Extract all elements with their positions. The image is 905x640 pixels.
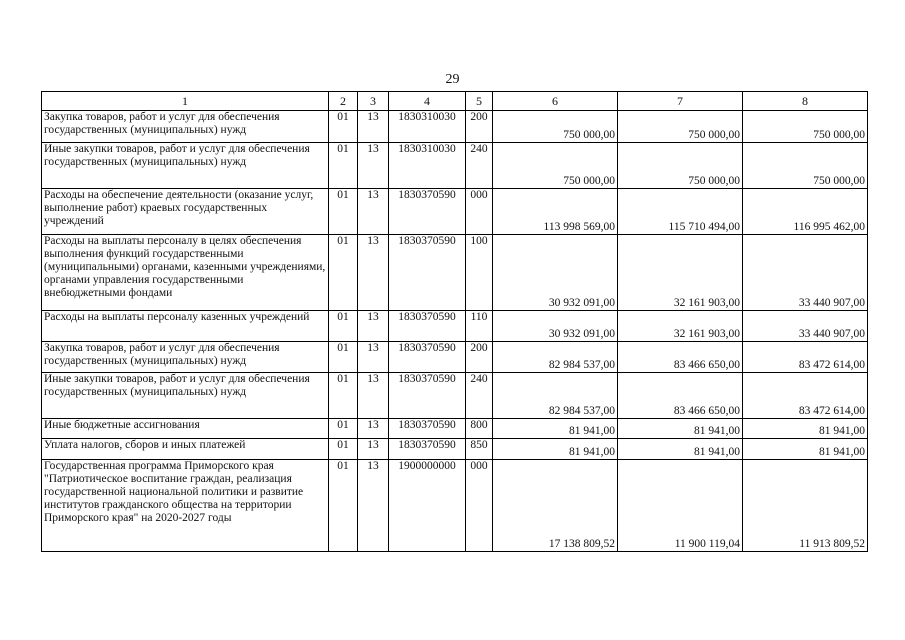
column-header: 2 bbox=[329, 92, 358, 111]
row-expense-code: 850 bbox=[466, 439, 493, 460]
column-header: 4 bbox=[389, 92, 466, 111]
row-subsection-code: 13 bbox=[358, 143, 389, 189]
row-expense-code: 200 bbox=[466, 342, 493, 373]
row-subsection-code: 13 bbox=[358, 342, 389, 373]
row-target-code: 1830370590 bbox=[389, 373, 466, 419]
row-section-code: 01 bbox=[329, 311, 358, 342]
row-name: Иные закупки товаров, работ и услуг для обеспечения государственных (муниципальных) нужд bbox=[42, 143, 329, 189]
row-section-code: 01 bbox=[329, 460, 358, 552]
table-header-row bbox=[42, 92, 868, 111]
row-amount-col6: 82 984 537,00 bbox=[493, 342, 618, 373]
row-amount-col8: 33 440 907,00 bbox=[743, 235, 868, 311]
row-amount-col7: 83 466 650,00 bbox=[618, 373, 743, 419]
row-amount-col8: 750 000,00 bbox=[743, 111, 868, 143]
row-amount-col8: 116 995 462,00 bbox=[743, 189, 868, 235]
row-amount-col7: 11 900 119,04 bbox=[618, 460, 743, 552]
row-amount-col7: 81 941,00 bbox=[618, 439, 743, 460]
row-target-code: 1830370590 bbox=[389, 419, 466, 439]
row-subsection-code: 13 bbox=[358, 419, 389, 439]
row-name: Иные закупки товаров, работ и услуг для обеспечения государственных (муниципальных) нужд bbox=[42, 373, 329, 419]
row-subsection-code: 13 bbox=[358, 189, 389, 235]
row-amount-col8: 33 440 907,00 bbox=[743, 311, 868, 342]
column-header: 6 bbox=[493, 92, 618, 111]
row-target-code: 1830310030 bbox=[389, 143, 466, 189]
column-header: 7 bbox=[618, 92, 743, 111]
table-row bbox=[42, 311, 868, 342]
table-row bbox=[42, 342, 868, 373]
column-header: 5 bbox=[466, 92, 493, 111]
row-amount-col6: 30 932 091,00 bbox=[493, 235, 618, 311]
row-amount-col7: 81 941,00 bbox=[618, 419, 743, 439]
row-amount-col8: 83 472 614,00 bbox=[743, 373, 868, 419]
row-amount-col8: 11 913 809,52 bbox=[743, 460, 868, 552]
row-subsection-code: 13 bbox=[358, 373, 389, 419]
row-name: Иные бюджетные ассигнования bbox=[42, 419, 329, 439]
row-amount-col7: 32 161 903,00 bbox=[618, 311, 743, 342]
row-target-code: 1830370590 bbox=[389, 439, 466, 460]
row-name: Расходы на выплаты персоналу казенных учреждений bbox=[42, 311, 329, 342]
row-amount-col6: 113 998 569,00 bbox=[493, 189, 618, 235]
column-header: 8 bbox=[743, 92, 868, 111]
budget-table bbox=[41, 91, 868, 552]
row-amount-col8: 81 941,00 bbox=[743, 439, 868, 460]
row-amount-col8: 81 941,00 bbox=[743, 419, 868, 439]
row-amount-col8: 750 000,00 bbox=[743, 143, 868, 189]
row-name: Расходы на выплаты персоналу в целях обеспечения выполнения функций государственными (муниципальными) органами, казенными учреждениями, органами управления государственными внебюджетными фондами bbox=[42, 235, 329, 311]
row-amount-col6: 17 138 809,52 bbox=[493, 460, 618, 552]
page-number: 29 bbox=[445, 72, 460, 87]
row-name: Расходы на обеспечение деятельности (оказание услуг, выполнение работ) краевых государственных учреждений bbox=[42, 189, 329, 235]
row-section-code: 01 bbox=[329, 373, 358, 419]
row-amount-col6: 82 984 537,00 bbox=[493, 373, 618, 419]
row-target-code: 1830310030 bbox=[389, 111, 466, 143]
table-row bbox=[42, 439, 868, 460]
row-amount-col6: 30 932 091,00 bbox=[493, 311, 618, 342]
table-row bbox=[42, 373, 868, 419]
row-section-code: 01 bbox=[329, 419, 358, 439]
row-amount-col7: 750 000,00 bbox=[618, 143, 743, 189]
row-amount-col7: 115 710 494,00 bbox=[618, 189, 743, 235]
table-row bbox=[42, 111, 868, 143]
row-subsection-code: 13 bbox=[358, 111, 389, 143]
row-name: Уплата налогов, сборов и иных платежей bbox=[42, 439, 329, 460]
row-expense-code: 800 bbox=[466, 419, 493, 439]
table-row bbox=[42, 419, 868, 439]
row-amount-col7: 32 161 903,00 bbox=[618, 235, 743, 311]
row-amount-col7: 750 000,00 bbox=[618, 111, 743, 143]
row-amount-col8: 83 472 614,00 bbox=[743, 342, 868, 373]
row-expense-code: 240 bbox=[466, 373, 493, 419]
row-name: Закупка товаров, работ и услуг для обеспечения государственных (муниципальных) нужд bbox=[42, 342, 329, 373]
row-target-code: 1830370590 bbox=[389, 235, 466, 311]
row-target-code: 1900000000 bbox=[389, 460, 466, 552]
row-expense-code: 240 bbox=[466, 143, 493, 189]
table-row bbox=[42, 235, 868, 311]
row-expense-code: 000 bbox=[466, 189, 493, 235]
row-section-code: 01 bbox=[329, 235, 358, 311]
row-section-code: 01 bbox=[329, 111, 358, 143]
row-amount-col6: 750 000,00 bbox=[493, 111, 618, 143]
table-row bbox=[42, 189, 868, 235]
row-expense-code: 200 bbox=[466, 111, 493, 143]
row-expense-code: 000 bbox=[466, 460, 493, 552]
row-subsection-code: 13 bbox=[358, 460, 389, 552]
column-header: 1 bbox=[42, 92, 329, 111]
row-subsection-code: 13 bbox=[358, 439, 389, 460]
row-section-code: 01 bbox=[329, 342, 358, 373]
row-expense-code: 110 bbox=[466, 311, 493, 342]
row-section-code: 01 bbox=[329, 143, 358, 189]
row-amount-col6: 81 941,00 bbox=[493, 439, 618, 460]
row-target-code: 1830370590 bbox=[389, 189, 466, 235]
table-row bbox=[42, 143, 868, 189]
row-name: Государственная программа Приморского края "Патриотическое воспитание граждан, реализация государственной национальной политики и развитие институтов гражданского общества на территории Приморского края" на 2020-2027 годы bbox=[42, 460, 329, 552]
row-section-code: 01 bbox=[329, 439, 358, 460]
row-amount-col6: 81 941,00 bbox=[493, 419, 618, 439]
row-expense-code: 100 bbox=[466, 235, 493, 311]
row-target-code: 1830370590 bbox=[389, 342, 466, 373]
row-target-code: 1830370590 bbox=[389, 311, 466, 342]
row-subsection-code: 13 bbox=[358, 311, 389, 342]
row-amount-col7: 83 466 650,00 bbox=[618, 342, 743, 373]
row-name: Закупка товаров, работ и услуг для обеспечения государственных (муниципальных) нужд bbox=[42, 111, 329, 143]
table-row bbox=[42, 460, 868, 552]
column-header: 3 bbox=[358, 92, 389, 111]
row-subsection-code: 13 bbox=[358, 235, 389, 311]
row-section-code: 01 bbox=[329, 189, 358, 235]
row-amount-col6: 750 000,00 bbox=[493, 143, 618, 189]
